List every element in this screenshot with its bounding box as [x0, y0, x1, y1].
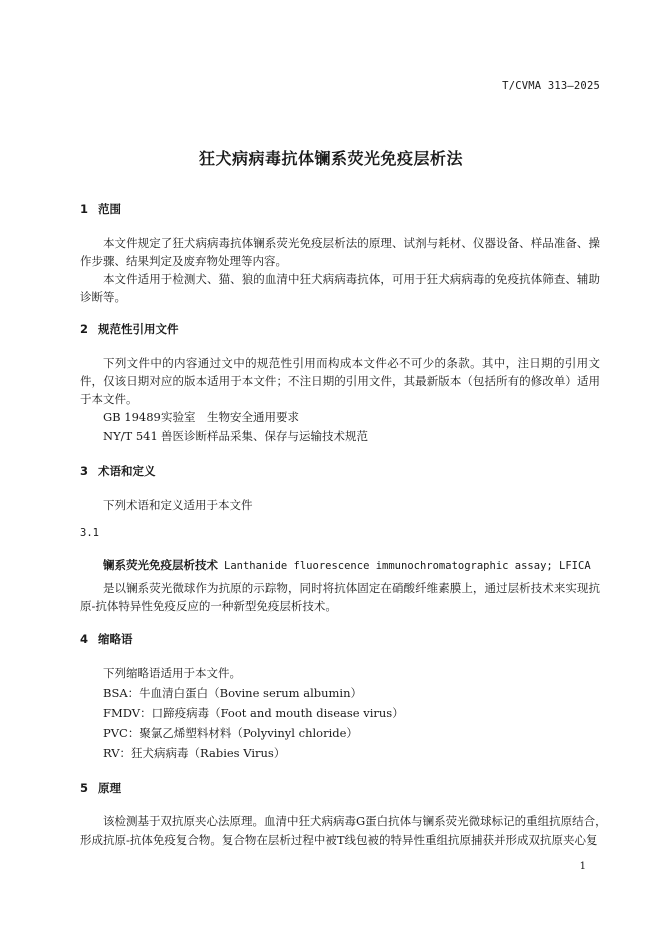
section-number: 1 [80, 202, 89, 216]
section-5-line-2: 形成抗原-抗体免疫复合物。复合物在层析过程中被T线包被的特异性重组抗原捕获并形成双抗原夹心复 [80, 833, 598, 847]
section-title: 原理 [98, 781, 121, 795]
term-english: Lanthanide fluorescence immunochromatographic assay; LFICA [224, 560, 591, 572]
section-title: 范围 [98, 202, 121, 216]
reference-code: GB 19489 [103, 410, 161, 424]
section-number: 5 [80, 781, 89, 795]
page-number: 1 [579, 861, 586, 872]
section-2-heading [80, 321, 179, 337]
section-title: 术语和定义 [98, 464, 156, 478]
section-1-paragraph-2: 本文件适用于检测犬、猫、狼的血清中狂犬病病毒抗体，可用于狂犬病病毒的免疫抗体筛查、辅助诊断等。 [80, 272, 600, 304]
section-1-paragraph-1: 本文件规定了狂犬病病毒抗体镧系荧光免疫层析法的原理、试剂与耗材、仪器设备、样品准备、操作步骤、结果判定及废弃物处理等内容。 [80, 236, 600, 268]
section-5-line-1: 该检测基于双抗原夹心法原理。血清中狂犬病病毒G蛋白抗体与镧系荧光微球标记的重组抗原结合， [103, 814, 607, 828]
section-4-paragraph-1: 下列缩略语适用于本文件。 [103, 666, 241, 680]
section-number: 3 [80, 464, 89, 478]
section-3-paragraph-1: 下列术语和定义适用于本文件 [103, 498, 253, 512]
reference-code: NY/T 541 [103, 429, 158, 443]
section-3-heading [80, 463, 156, 479]
section-number: 2 [80, 322, 89, 336]
section-title: 缩略语 [98, 632, 133, 646]
reference-item [103, 408, 299, 426]
abbreviation-item: FMDV：口蹄疫病毒（Foot and mouth disease virus） [103, 706, 404, 720]
section-title: 规范性引用文件 [98, 322, 179, 336]
section-number: 4 [80, 632, 89, 646]
abbreviation-item: PVC：聚氯乙烯塑料材料（Polyvinyl chloride） [103, 726, 358, 740]
section-1-heading [80, 201, 121, 217]
reference-title: 实验室 生物安全通用要求 [161, 410, 299, 424]
section-5-heading [80, 780, 121, 796]
document-code: T/CVMA 313—2025 [502, 80, 600, 92]
reference-title: 兽医诊断样品采集、保存与运输技术规范 [161, 429, 368, 443]
term-definition: 是以镧系荧光微球作为抗原的示踪物，同时将抗体固定在硝酸纤维素膜上，通过层析技术来实现抗原-抗体特异性免疫反应的一种新型免疫层析技术。 [80, 581, 600, 613]
section-2-paragraph-1: 下列文件中的内容通过文中的规范性引用而构成本文件必不可少的条款。其中，注日期的引用文件，仅该日期对应的版本适用于本文件；不注日期的引用文件，其最新版本（包括所有的修改单）适用于本文件。 [80, 356, 600, 406]
document-title: 狂犬病病毒抗体镧系荧光免疫层析法 [198, 149, 463, 168]
term-chinese: 镧系荧光免疫层析技术 [103, 558, 218, 572]
reference-item [103, 427, 368, 445]
abbreviation-item: BSA：牛血清白蛋白（Bovine serum albumin） [103, 686, 363, 700]
subsection-number: 3.1 [80, 527, 99, 539]
section-4-heading [80, 631, 133, 647]
term-entry [103, 556, 591, 575]
abbreviation-item: RV：狂犬病病毒（Rabies Virus） [103, 746, 286, 760]
